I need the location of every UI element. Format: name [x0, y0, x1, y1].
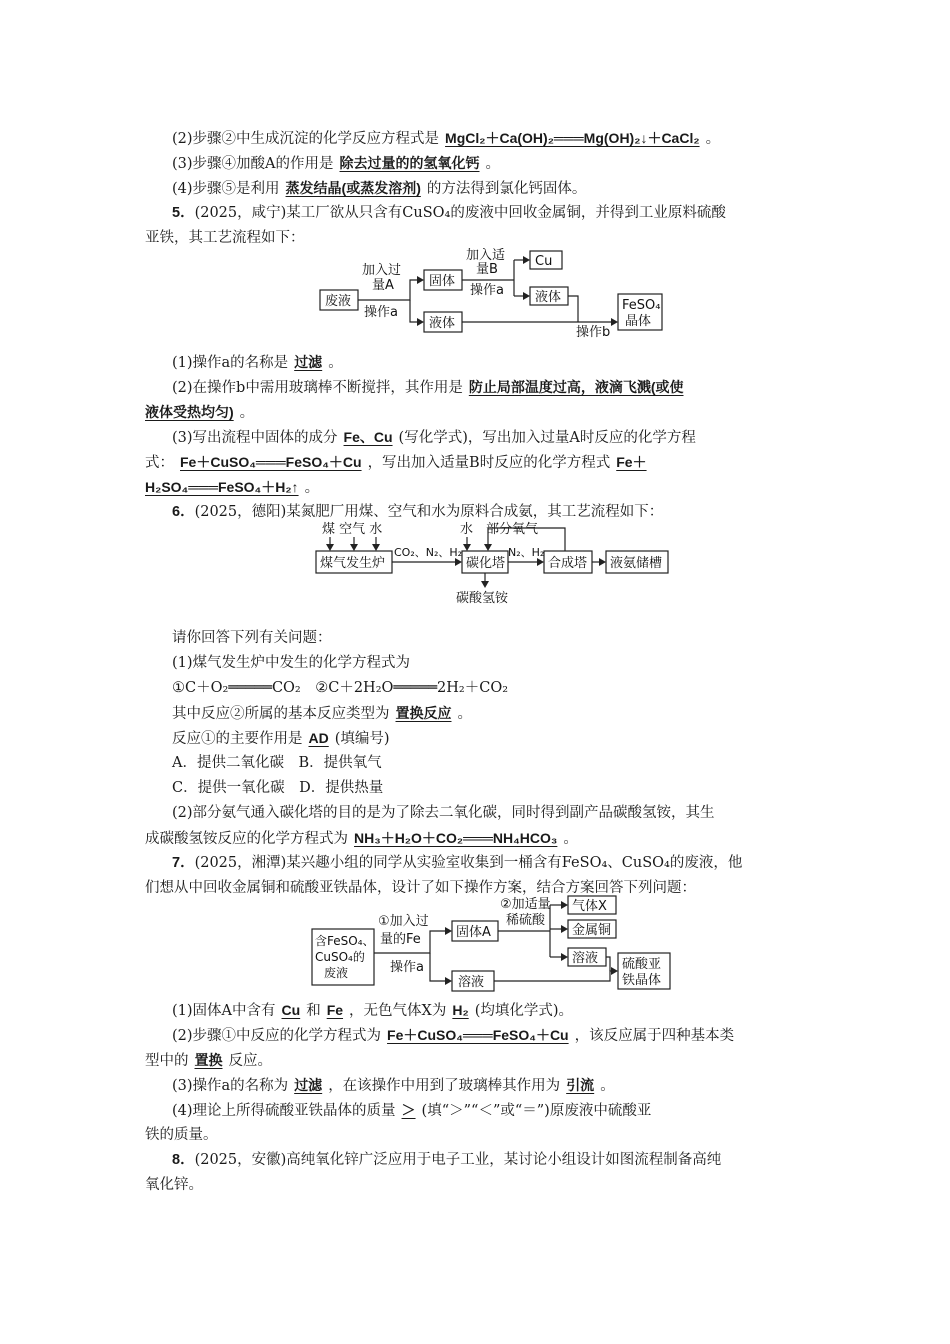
- label-waste-1: 含FeSO₄、: [315, 934, 375, 948]
- answer-blank: 置换: [194, 1052, 223, 1068]
- q5-part3-cont-2: H₂SO₄═══FeSO₄＋H₂↑ 。: [145, 479, 320, 496]
- label-liquid-1: 液体: [429, 316, 456, 331]
- label-op-a: 操作a: [390, 960, 424, 975]
- question-number: 5．: [172, 205, 195, 221]
- label-gases-1: CO₂、N₂、H₂: [394, 546, 463, 559]
- answer-blank: Fe＋: [616, 454, 647, 470]
- label-step1-a: ①加入过: [378, 914, 429, 929]
- q7-part3: (3)操作a的名称为 过滤 ，在该操作中用到了玻璃棒其作用为 引流 。: [172, 1077, 615, 1094]
- label-cu: Cu: [535, 254, 553, 269]
- q7-part4: (4)理论上所得硫酸亚铁晶体的质量 ＞ (填“＞”“＜”或“＝”)原废液中硫酸亚: [172, 1102, 652, 1119]
- label-op-b: 操作b: [576, 325, 611, 338]
- q6-part2-cont: 成碳酸氢铵反应的化学方程式为 NH₃＋H₂O＋CO₂═══NH₄HCO₃ 。: [145, 830, 578, 847]
- question-number: 7．: [172, 855, 195, 871]
- label-water: 水: [460, 522, 474, 537]
- label-gas-generator: 煤气发生炉: [320, 556, 386, 571]
- label-partial-oxygen: 部分氧气: [486, 522, 539, 537]
- label-synthesis-tower: 合成塔: [548, 556, 588, 571]
- q8-stem-2: 氧化锌。: [145, 1177, 203, 1193]
- q7-part4-cont: 铁的质量。: [145, 1127, 218, 1143]
- q7-stem: 7．(2025，湘潭)某兴趣小组的同学从实验室收集到一桶含有FeSO₄、CuSO₄的废液，他: [172, 855, 743, 871]
- q6-ask: 请你回答下列有关问题：: [172, 630, 332, 646]
- q5-part3: (3)写出流程中固体的成分 Fe、Cu (写化学式)，写出加入过量A时反应的化学方程: [172, 429, 696, 446]
- answer-blank: 引流: [566, 1077, 595, 1093]
- label-add-a-1: 加入过: [362, 263, 402, 278]
- q5-stem: 5．(2025，咸宁)某工厂欲从只含有CuSO₄的废液中回收金属铜，并得到工业原料硫酸: [172, 205, 726, 221]
- q7-flowchart: [306, 895, 686, 995]
- label-waste-2: CuSO₄的: [315, 950, 365, 964]
- answer-blank: 过滤: [294, 354, 323, 370]
- label-crystal: 晶体: [625, 314, 652, 329]
- label-add-a-2: 量A: [372, 278, 394, 293]
- answer-blank: H₂: [452, 1002, 469, 1018]
- q4-part2: (2)步骤②中生成沉淀的化学反应方程式是 MgCl₂＋Ca(OH)₂═══Mg(OH)₂↓＋CaCl₂ 。: [172, 130, 721, 147]
- q5-part2-cont: 液体受热均匀) 。: [145, 404, 255, 421]
- q6-options-ab: A．提供二氧化碳 B．提供氧气: [172, 755, 382, 771]
- answer-blank: 除去过量的的氢氧化钙: [339, 155, 480, 171]
- label-waste: 废液: [325, 294, 352, 309]
- answer-blank: MgCl₂＋Ca(OH)₂═══Mg(OH)₂↓＋CaCl₂: [445, 130, 700, 146]
- answer-blank: 液体受热均匀): [145, 404, 234, 420]
- q5-part3-cont: 式： Fe＋CuSO₄═══FeSO₄＋Cu ，写出加入适量B时反应的化学方程式 Fe＋: [145, 452, 815, 473]
- label-crystal-2: 铁晶体: [622, 973, 662, 988]
- q7-part1: (1)固体A中含有 Cu 和 Fe ，无色气体X为 H₂ (均填化学式)。: [172, 1002, 574, 1019]
- answer-blank: Fe、Cu: [343, 429, 393, 445]
- question-number: 6．: [172, 504, 195, 520]
- answer-blank: 防止局部温度过高，液滴飞溅(或使: [468, 379, 684, 395]
- label-crystal-1: 硫酸亚: [622, 957, 662, 972]
- q6-part2: (2)部分氨气通入碳化塔的目的是为了除去二氧化碳，同时得到副产品碳酸氢铵，其生: [172, 805, 715, 821]
- q6-reaction-role: 反应①的主要作用是 AD (填编号): [172, 730, 390, 747]
- answer-blank: H₂SO₄═══FeSO₄＋H₂↑: [145, 479, 299, 495]
- answer-blank: 蒸发结晶(或蒸发溶剂): [285, 180, 421, 196]
- label-ammonium-bicarbonate: 碳酸氢铵: [456, 591, 509, 606]
- q6-reaction-type: 其中反应②所属的基本反应类型为 置换反应 。: [172, 705, 472, 722]
- label-add-b-1: 加入适: [466, 248, 506, 263]
- q7-part2-cont: 型中的 置换 反应。: [145, 1052, 272, 1069]
- label-op-a: 操作a: [364, 305, 398, 320]
- label-waste-3: 废液: [324, 966, 349, 980]
- label-step1-b: 量的Fe: [380, 932, 421, 947]
- label-carbonization-tower: 碳化塔: [466, 556, 506, 571]
- q6-stem: 6．(2025，德阳)某氮肥厂用煤、空气和水为原料合成氨，其工艺流程如下：: [172, 504, 664, 520]
- q4-part4: (4)步骤⑤是利用 蒸发结晶(或蒸发溶剂) 的方法得到氯化钙固体。: [172, 180, 587, 197]
- q8-stem: 8．(2025，安徽)高纯氧化锌广泛应用于电子工业，某讨论小组设计如图流程制备高纯: [172, 1152, 722, 1168]
- q5-part1: (1)操作a的名称是 过滤 。: [172, 354, 343, 371]
- answer-blank: NH₃＋H₂O＋CO₂═══NH₄HCO₃: [354, 830, 558, 846]
- label-gas-x: 气体X: [572, 899, 607, 914]
- label-solution-2: 溶液: [572, 951, 599, 966]
- label-solution-1: 溶液: [458, 975, 485, 990]
- q7-stem-2: 们想从中回收金属铜和硫酸亚铁晶体，设计了如下操作方案，结合方案回答下列问题：: [145, 880, 696, 896]
- q4-part3: (3)步骤④加酸A的作用是 除去过量的的氢氧化钙 。: [172, 155, 501, 172]
- q5-flowchart: [300, 248, 680, 338]
- label-add-b-2: 量B: [476, 262, 498, 277]
- label-inputs: 煤 空气 水: [322, 522, 383, 537]
- q7-part2: (2)步骤①中反应的化学方程式为 Fe＋CuSO₄═══FeSO₄＋Cu ，该反应属于四种基本类: [172, 1027, 735, 1044]
- answer-blank: 过滤: [294, 1077, 323, 1093]
- answer-blank: AD: [308, 730, 329, 746]
- answer-blank: Fe: [326, 1002, 344, 1018]
- question-text: (2)步骤②中生成沉淀的化学反应方程式是: [172, 131, 440, 147]
- q6-options-cd: C．提供一氧化碳 D．提供热量: [172, 780, 384, 796]
- q6-flowchart: [310, 520, 680, 606]
- label-step2-a: ②加适量: [500, 897, 551, 912]
- question-number: 8．: [172, 1152, 195, 1168]
- answer-blank: 置换反应: [395, 705, 452, 721]
- answer-blank: Fe＋CuSO₄═══FeSO₄＋Cu: [180, 454, 362, 470]
- label-metal-copper: 金属铜: [572, 923, 612, 938]
- answer-blank: Cu: [281, 1002, 301, 1018]
- answer-blank: Fe＋CuSO₄═══FeSO₄＋Cu: [387, 1027, 569, 1043]
- q5-part2: (2)在操作b中需用玻璃棒不断搅拌，其作用是 防止局部温度过高，液滴飞溅(或使: [172, 377, 842, 398]
- q5-stem-2: 亚铁，其工艺流程如下：: [145, 230, 305, 246]
- label-ammonia-tank: 液氨储槽: [610, 556, 663, 571]
- q6-part1: (1)煤气发生炉中发生的化学方程式为: [172, 655, 411, 671]
- label-op-a-2: 操作a: [470, 283, 504, 298]
- label-liquid-2: 液体: [535, 290, 562, 305]
- label-solid: 固体: [429, 274, 456, 289]
- q6-equations: ①C＋O₂═════CO₂ ②C＋2H₂O═════2H₂＋CO₂: [172, 680, 509, 696]
- label-feso4: FeSO₄: [622, 298, 661, 313]
- label-step2-b: 稀硫酸: [506, 913, 546, 928]
- label-solid-a: 固体A: [456, 925, 491, 940]
- answer-blank: ＞: [401, 1102, 416, 1118]
- label-gases-2: N₂、H₂: [508, 546, 545, 559]
